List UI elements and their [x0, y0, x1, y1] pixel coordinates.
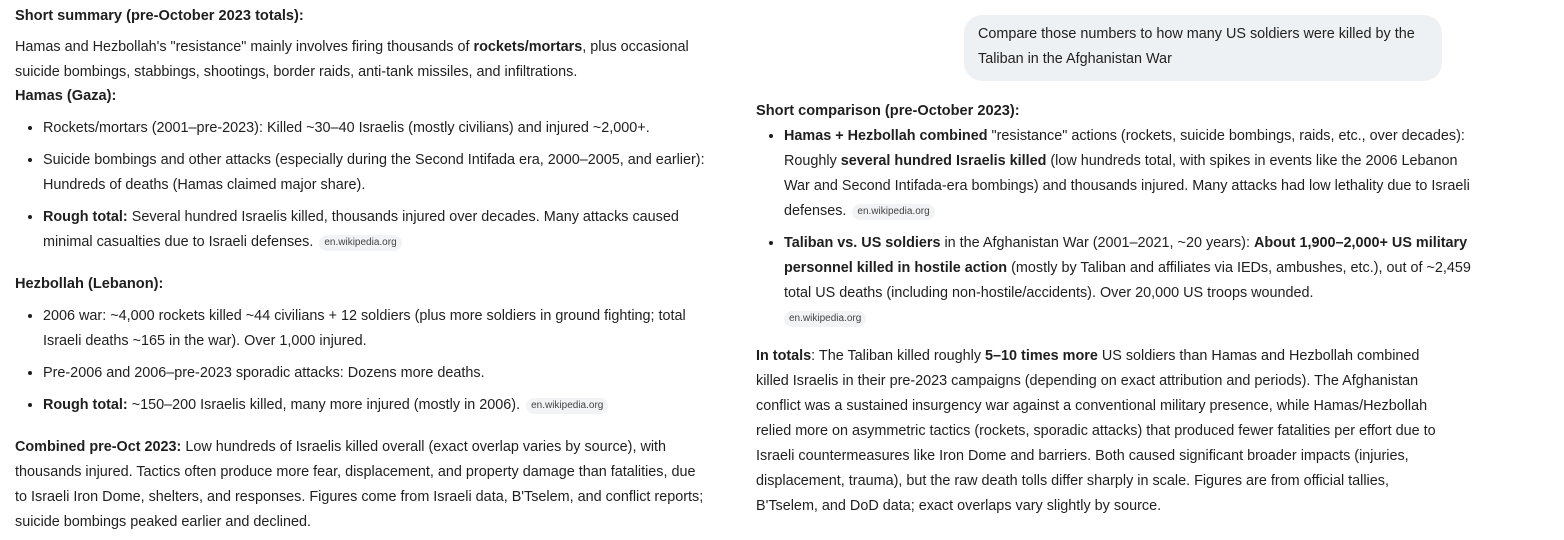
source-chip[interactable]: en.wikipedia.org	[784, 311, 866, 327]
user-message-text: Compare those numbers to how many US soldiers were killed by the Taliban in the Afghanistan War	[978, 26, 1415, 67]
hamas-heading: Hamas (Gaza):	[15, 88, 117, 104]
item-bold: Hamas + Hezbollah combined	[784, 128, 988, 144]
list-item	[784, 124, 1474, 224]
intro-paragraph	[15, 35, 715, 85]
combined-label: Combined pre-Oct 2023:	[15, 439, 182, 455]
item-bold: several hundred Israelis killed	[840, 153, 1047, 169]
source-chip[interactable]: en.wikipedia.org	[526, 398, 608, 414]
hezbollah-heading: Hezbollah (Lebanon):	[15, 276, 164, 292]
item-bold: About 1,900–2,000+ US military personnel killed in hostile action	[784, 235, 1468, 276]
hamas-list	[15, 116, 715, 262]
item-bold: Taliban vs. US soldiers	[784, 235, 941, 251]
hezbollah-list	[15, 304, 715, 425]
combined-text: Low hundreds of Israelis killed overall (exact overlap varies by source), with thousands injured. Tactics often produce more fear, displacement, and property damage than fatalities, due to Israeli Iron Dome, shelters, and responses. Figures come from Israeli data, B'Tselem, and conflict reports; suicide bombings peaked earlier and declined.	[15, 439, 704, 530]
comparison-heading: Short comparison (pre-October 2023):	[756, 103, 1020, 119]
intro-text-1: Hamas and Hezbollah's "resistance" mainly involves firing thousands of	[15, 39, 474, 55]
intro-bold: rockets/mortars	[473, 39, 583, 55]
list-item	[784, 231, 1474, 331]
intro-text-2: , plus occasional suicide bombings, stabbings, shootings, border raids, anti-tank missiles, and infiltrations.	[15, 39, 689, 80]
item-text: "resistance" actions (rockets, suicide bombings, raids, etc., over decades): Roughly	[784, 128, 1465, 169]
source-chip[interactable]: en.wikipedia.org	[852, 204, 934, 220]
rough-total-text: ~150–200 Israelis killed, many more injured (mostly in 2006).	[127, 397, 521, 413]
source-chip[interactable]: en.wikipedia.org	[319, 235, 401, 251]
item-text: (low hundreds total, with spikes in events like the 2006 Lebanon War and Second Intifada-era bombings) and thousands injured. Many attacks had low lethality due to Israeli defenses.	[784, 153, 1470, 219]
totals-paragraph	[756, 344, 1446, 519]
totals-text: : The Taliban killed roughly	[811, 348, 986, 364]
summary-heading: Short summary (pre-October 2023 totals):	[15, 8, 304, 24]
list-item: • Rockets/mortars (2001–pre-2023): Killed ~30–40 Israelis (mostly civilians) and injured ~2,000+.	[43, 116, 715, 141]
combined-paragraph	[15, 435, 705, 535]
user-message-bubble	[964, 15, 1442, 81]
item-text: (mostly by Taliban and affiliates via IEDs, ambushes, etc.), out of ~2,459 total US deaths (including non-hostile/accidents). Over 20,000 US troops wounded.	[784, 260, 1471, 301]
rough-total-label: Rough total:	[43, 209, 128, 225]
totals-bold: 5–10 times more	[985, 348, 1098, 364]
list-item: • Pre-2006 and 2006–pre-2023 sporadic attacks: Dozens more deaths.	[43, 361, 715, 386]
comparison-list	[756, 124, 1474, 338]
item-text: in the Afghanistan War (2001–2021, ~20 years):	[940, 235, 1254, 251]
rough-total-label: Rough total:	[43, 397, 128, 413]
rough-total-text: Several hundred Israelis killed, thousands injured over decades. Many attacks caused minimal casualties due to Israeli defenses.	[43, 209, 679, 250]
list-item	[43, 393, 715, 418]
list-item	[43, 205, 715, 255]
list-item: • 2006 war: ~4,000 rockets killed ~44 civilians + 12 soldiers (plus more soldiers in ground fighting; total Israeli deaths ~165 in the war). Over 1,000 injured.	[43, 304, 715, 354]
totals-label: In totals	[756, 348, 812, 364]
list-item: • Suicide bombings and other attacks (especially during the Second Intifada era, 2000–2005, and earlier): Hundreds of deaths (Hamas claimed major share).	[43, 148, 715, 198]
totals-text: US soldiers than Hamas and Hezbollah combined killed Israelis in their pre-2023 campaigns (depending on exact attribution and periods). The Afghanistan conflict was a sustained insurgency war against a conventional military presence, while Hamas/Hezbollah relied more on asymmetric tactics (rockets, sporadic attacks) that produced fewer fatalities per effort due to Israeli countermeasures like Iron Dome and barriers. Both caused significant broader impacts (injuries, displacement, trauma), but the raw death tolls differ sharply in scale. Figures are from official tallies, B'Tselem, and DoD data; exact overlaps vary slightly by source.	[756, 348, 1436, 514]
